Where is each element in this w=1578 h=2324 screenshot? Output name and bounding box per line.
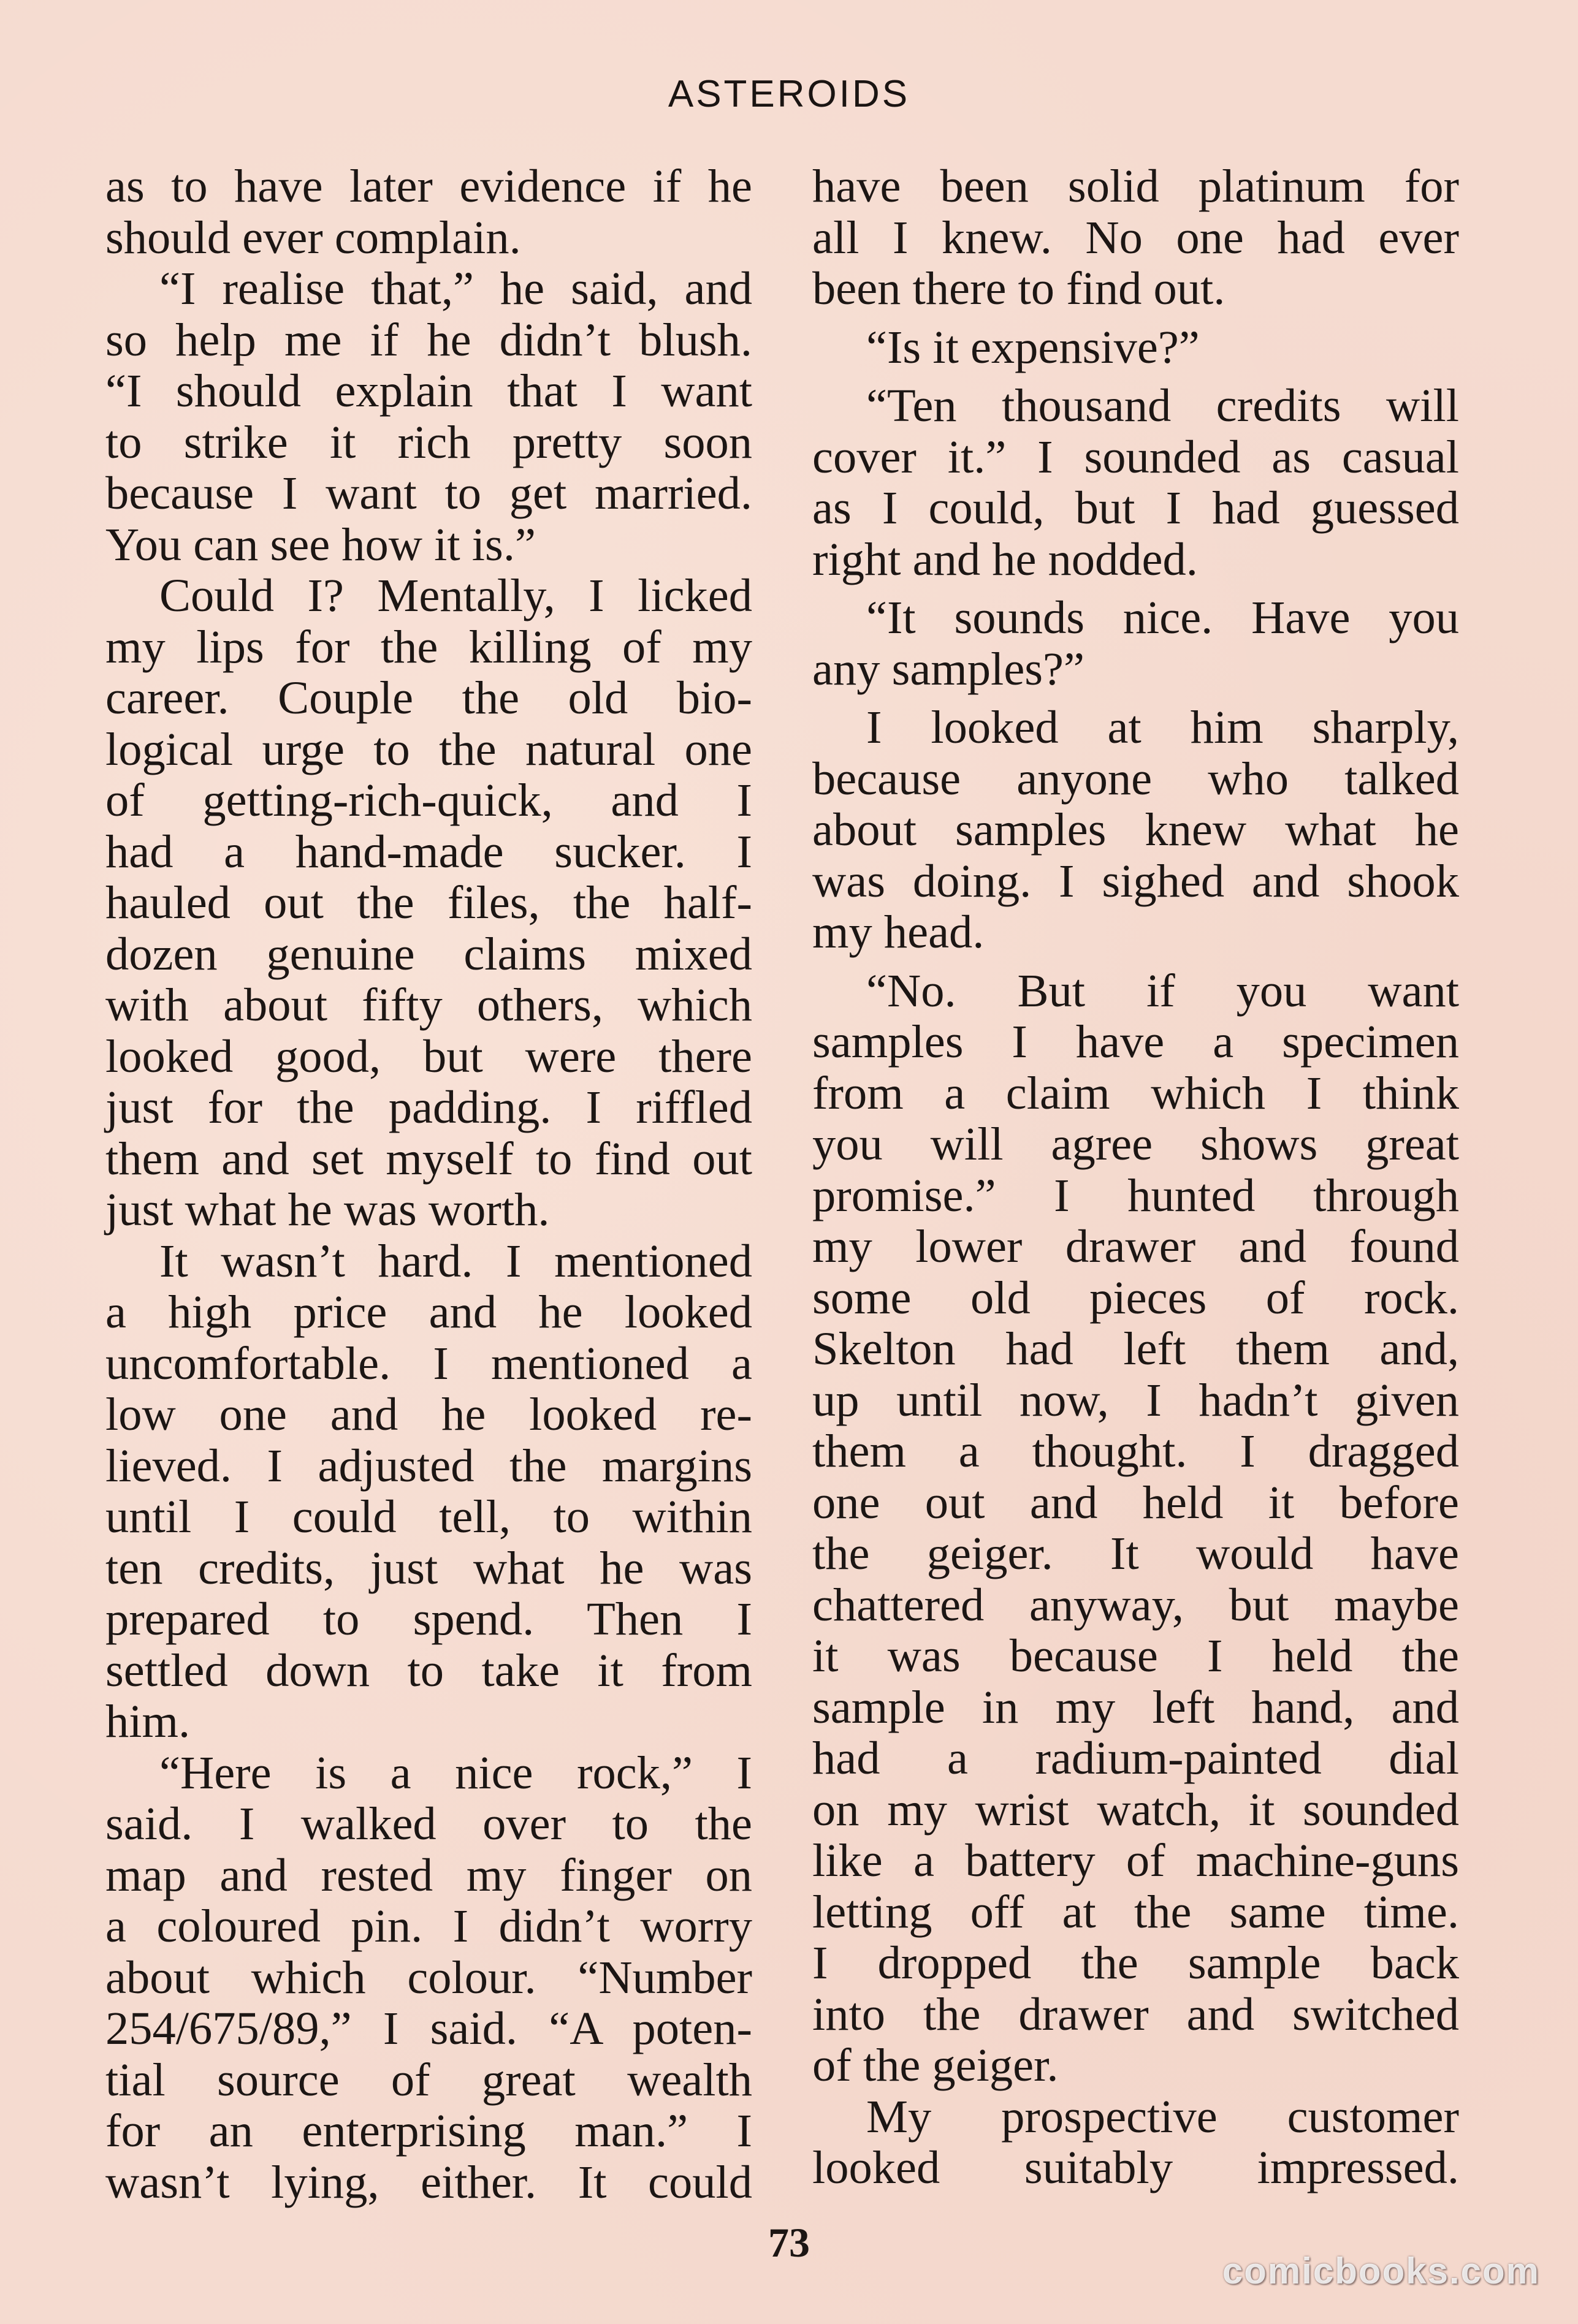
text-line: have been solid platinum for bbox=[812, 160, 1459, 212]
text-line: them and set myself to find out bbox=[105, 1132, 752, 1185]
text-line: been there to find out. bbox=[812, 262, 1225, 314]
text-line: up until now, I hadn’t given bbox=[812, 1373, 1459, 1426]
text-line: “Ten thousand credits will bbox=[866, 379, 1459, 431]
text-line: settled down to take it from bbox=[105, 1644, 752, 1696]
text-line: map and rested my finger on bbox=[105, 1848, 752, 1901]
page-number: 73 bbox=[768, 2219, 810, 2266]
text-line: chattered anyway, but maybe bbox=[812, 1578, 1459, 1631]
text-line: until I could tell, to within bbox=[105, 1490, 752, 1543]
text-line: My prospective customer bbox=[866, 2090, 1459, 2143]
text-line: “It sounds nice. Have you bbox=[866, 591, 1459, 644]
text-line: them a thought. I dragged bbox=[812, 1425, 1459, 1477]
text-line: prepared to spend. Then I bbox=[105, 1593, 752, 1645]
text-line: should ever complain. bbox=[105, 211, 521, 264]
text-line: said. I walked over to the bbox=[105, 1798, 752, 1850]
text-line: any samples?” bbox=[812, 642, 1084, 695]
text-line: had a radium-painted dial bbox=[812, 1732, 1459, 1784]
text-line: right and he nodded. bbox=[812, 533, 1198, 585]
text-line: ten credits, just what he was bbox=[105, 1541, 752, 1594]
text-line: promise.” I hunted through bbox=[812, 1169, 1459, 1221]
text-line: because I want to get married. bbox=[105, 467, 752, 519]
text-line: a coloured pin. I didn’t worry bbox=[105, 1900, 752, 1952]
text-line: Could I? Mentally, I licked bbox=[159, 569, 752, 621]
text-line: into the drawer and switched bbox=[812, 1988, 1459, 2040]
text-line: as I could, but I had guessed bbox=[812, 482, 1459, 534]
text-line: just what he was worth. bbox=[105, 1183, 550, 1236]
text-line: looked good, but were there bbox=[105, 1030, 752, 1082]
text-line: of getting-rich-quick, and I bbox=[105, 774, 752, 826]
text-line: one out and held it before bbox=[812, 1476, 1459, 1528]
text-line: on my wrist watch, it sounded bbox=[812, 1783, 1459, 1836]
text-line: you will agree shows great bbox=[812, 1118, 1459, 1170]
text-line: all I knew. No one had ever bbox=[812, 211, 1459, 264]
text-line: “I should explain that I want bbox=[105, 365, 752, 417]
text-line: was doing. I sighed and shook bbox=[812, 854, 1459, 907]
text-line: It wasn’t hard. I mentioned bbox=[159, 1234, 752, 1287]
text-line: had a hand-made sucker. I bbox=[105, 825, 752, 878]
text-line: letting off at the same time. bbox=[812, 1885, 1459, 1938]
text-line: dozen genuine claims mixed bbox=[105, 927, 752, 980]
text-line: “Here is a nice rock,” I bbox=[159, 1746, 752, 1799]
text-line: with about fifty others, which bbox=[105, 979, 752, 1031]
text-line: so help me if he didn’t blush. bbox=[105, 313, 752, 366]
text-line: cover it.” I sounded as casual bbox=[812, 430, 1459, 483]
text-line: my lips for the killing of my bbox=[105, 620, 752, 673]
text-line: about which colour. “Number bbox=[105, 1951, 752, 2003]
text-line: about samples knew what he bbox=[812, 803, 1459, 856]
text-line: Skelton had left them and, bbox=[812, 1323, 1459, 1375]
text-line: from a claim which I think bbox=[812, 1066, 1459, 1119]
text-line: it was because I held the bbox=[812, 1630, 1459, 1682]
text-line: some old pieces of rock. bbox=[812, 1271, 1459, 1324]
text-line: to strike it rich pretty soon bbox=[105, 416, 752, 468]
text-line: my lower drawer and found bbox=[812, 1220, 1459, 1272]
text-line: wasn’t lying, either. It could bbox=[105, 2155, 752, 2208]
text-line: career. Couple the old bio- bbox=[105, 672, 752, 724]
left-text-column bbox=[105, 161, 752, 2208]
text-line: lieved. I adjusted the margins bbox=[105, 1439, 752, 1492]
text-line: just for the padding. I riffled bbox=[105, 1081, 752, 1133]
text-line: the geiger. It would have bbox=[812, 1527, 1459, 1579]
text-line: as to have later evidence if he bbox=[105, 160, 752, 212]
text-line: hauled out the files, the half- bbox=[105, 876, 752, 928]
running-head: ASTEROIDS bbox=[668, 73, 910, 115]
text-line: I looked at him sharply, bbox=[866, 701, 1459, 753]
text-line: logical urge to the natural one bbox=[105, 723, 752, 775]
text-line: my head. bbox=[812, 906, 985, 958]
text-line: looked suitably impressed. bbox=[812, 2141, 1459, 2193]
text-line: 254/675/89,” I said. “A poten- bbox=[105, 2002, 752, 2054]
text-line: like a battery of machine-guns bbox=[812, 1834, 1459, 1886]
text-line: low one and he looked re- bbox=[105, 1388, 752, 1440]
text-line: “Is it expensive?” bbox=[866, 321, 1200, 373]
text-line: You can see how it is.” bbox=[105, 518, 536, 571]
text-line: “No. But if you want bbox=[866, 964, 1459, 1017]
text-line: uncomfortable. I mentioned a bbox=[105, 1337, 752, 1389]
text-line: because anyone who talked bbox=[812, 752, 1459, 805]
right-text-column bbox=[812, 161, 1459, 2193]
text-line: sample in my left hand, and bbox=[812, 1680, 1459, 1733]
text-line: a high price and he looked bbox=[105, 1286, 752, 1338]
text-line: samples I have a specimen bbox=[812, 1016, 1459, 1068]
text-line: him. bbox=[105, 1695, 191, 1747]
text-line: for an enterprising man.” I bbox=[105, 2105, 752, 2157]
watermark: comicbooks.com bbox=[1222, 2250, 1540, 2292]
text-line: I dropped the sample back bbox=[812, 1937, 1459, 1989]
text-line: of the geiger. bbox=[812, 2039, 1059, 2091]
text-line: “I realise that,” he said, and bbox=[159, 262, 752, 314]
text-line: tial source of great wealth bbox=[105, 2053, 752, 2106]
